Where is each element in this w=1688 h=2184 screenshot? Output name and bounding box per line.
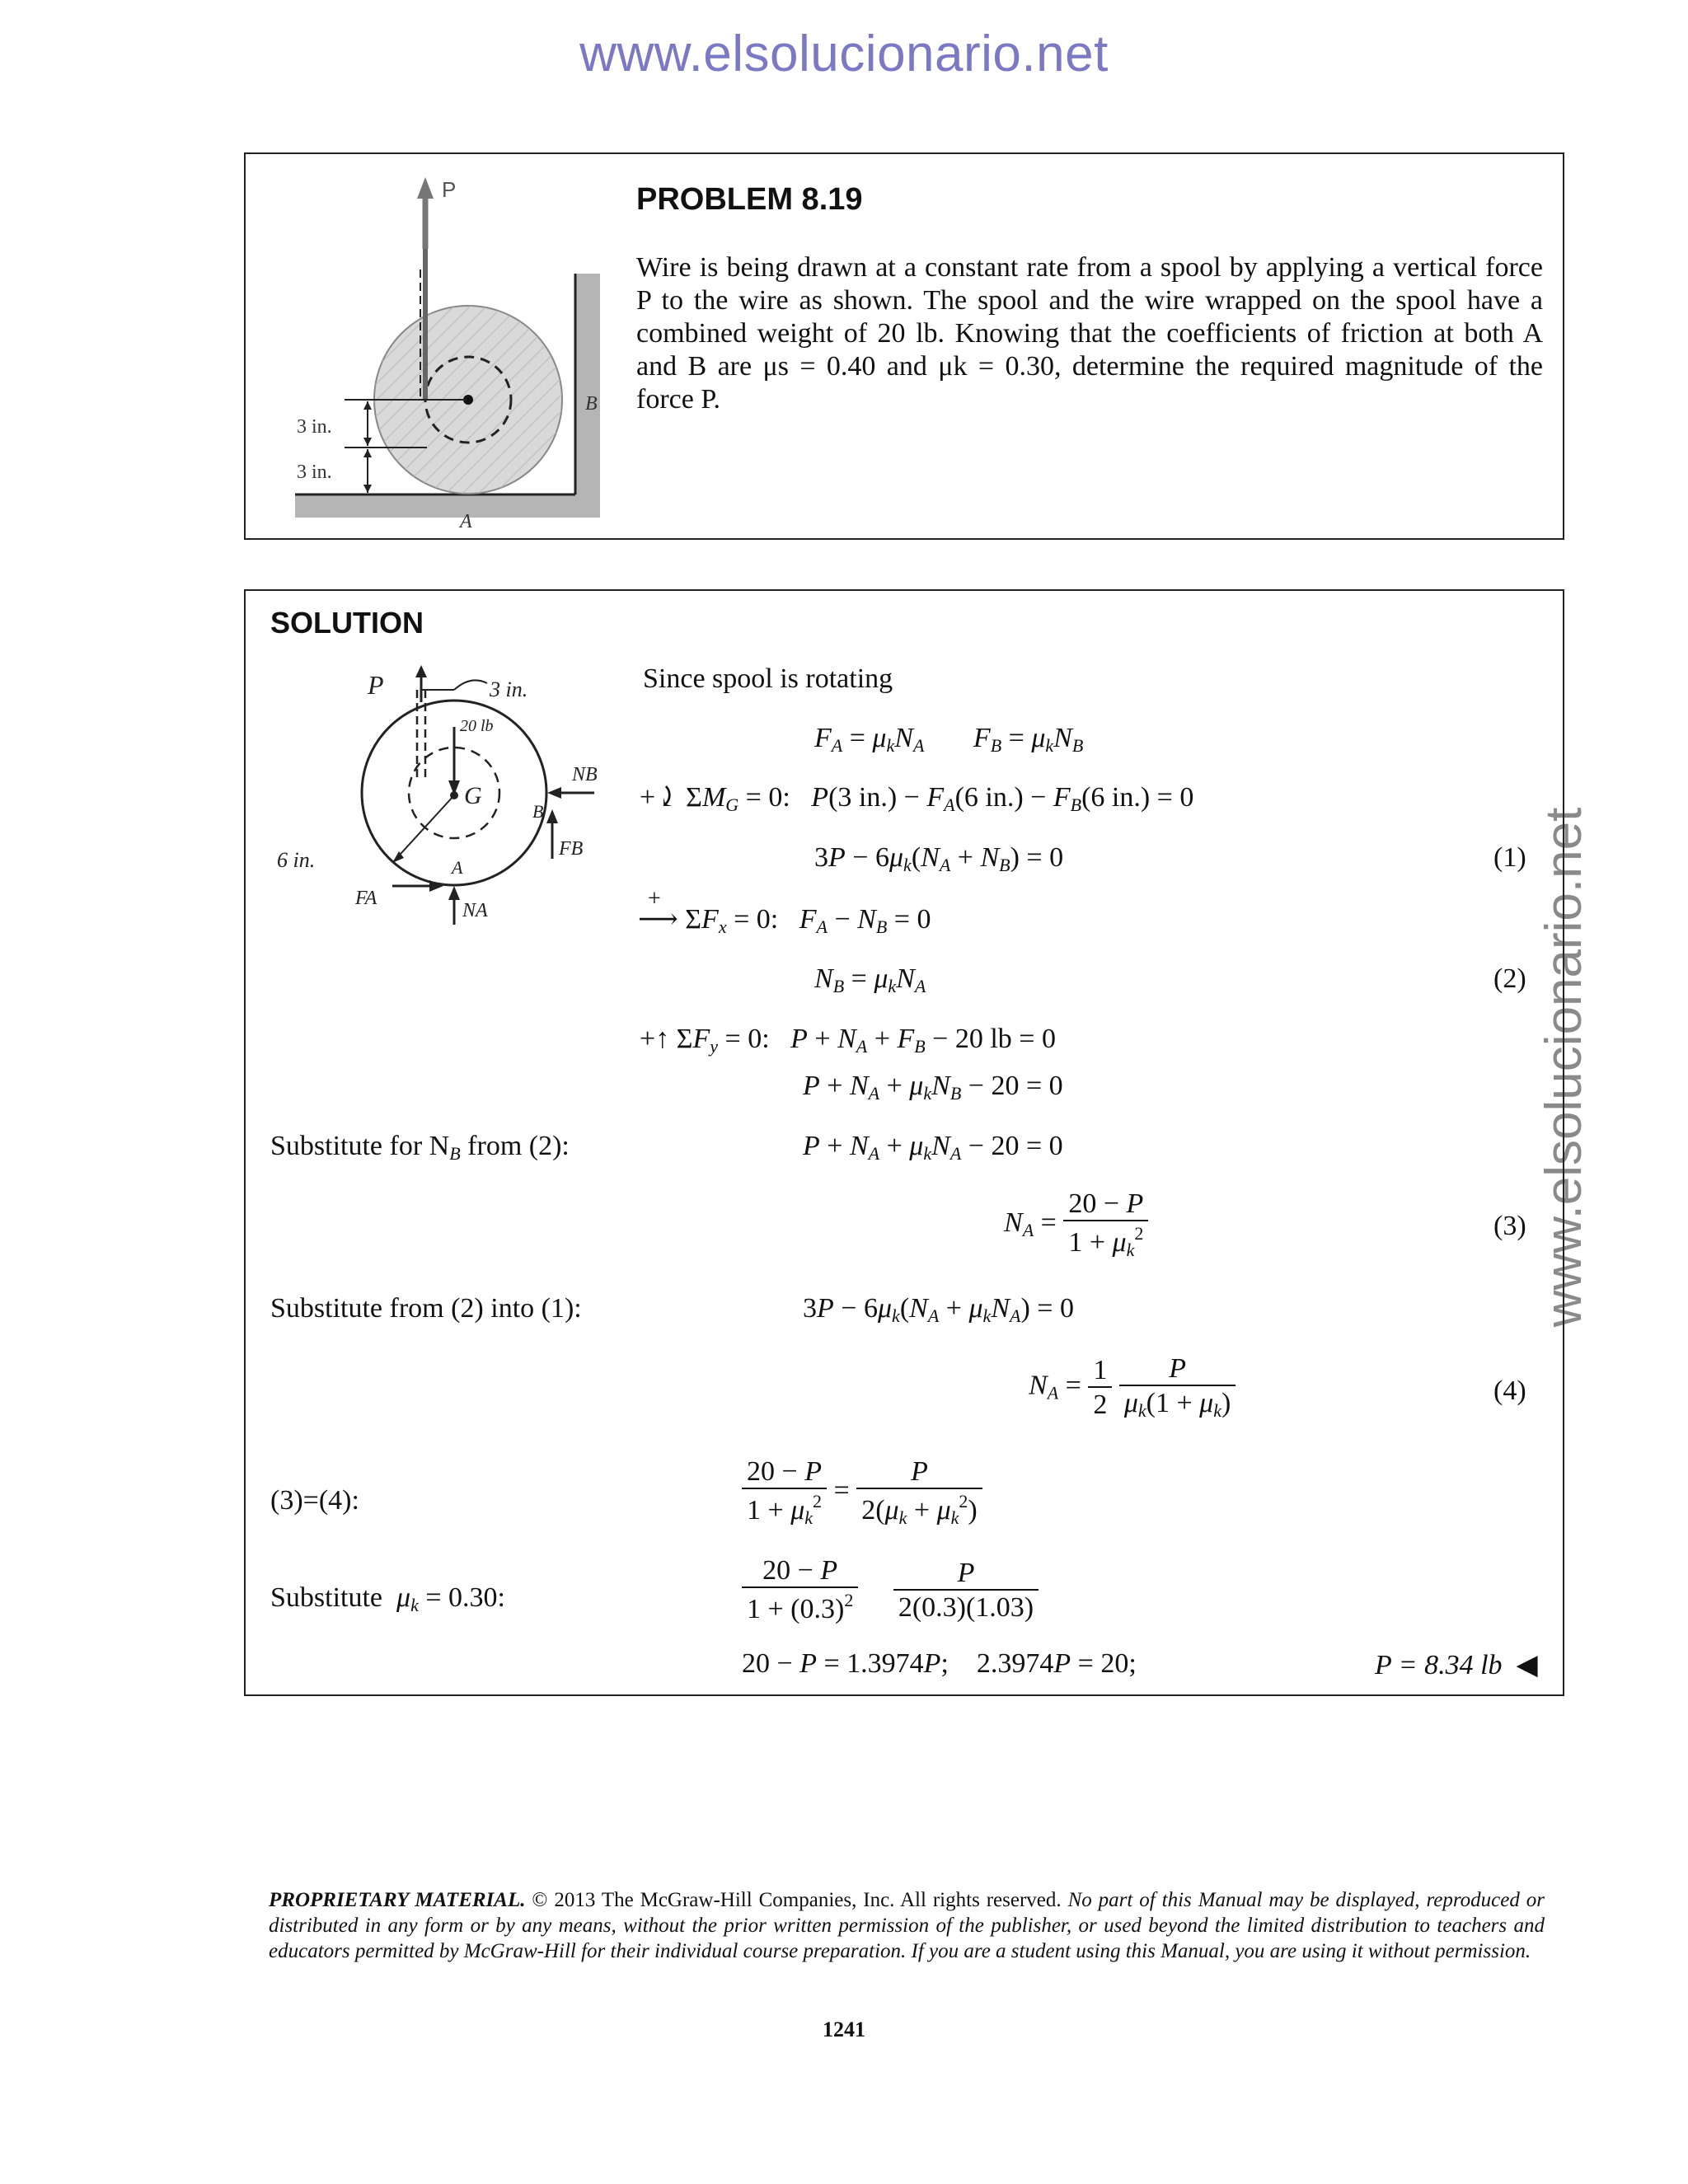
problem-box [244,152,1564,540]
figure-label-a: A [460,511,472,532]
eq-4: $N_A$ = $\frac{1}{2}$ $\frac{P}{\mu_k(1 + \mu_k)}$ [1029,1353,1236,1422]
solution-title: SOLUTION [270,606,424,640]
fbd-fb: FB [559,838,584,860]
figure-label-b: B [585,393,598,415]
fbd-fa: FA [355,888,377,909]
label-substitute-mu-text: Substitute [270,1582,383,1613]
fbd-na: NA [462,900,488,921]
eq-number-2: (2) [1493,963,1526,994]
eq-moment: +⤸ $\Sigma M_G = 0$: P(3 $in.) - F_A(6$ $in.) - F_B(6$ in.) = 0 [640,782,1194,815]
eq-1: $3P - 6\mu_k(N_A + N_B) = 0$ [814,842,1064,875]
fbd-radius: 6 in. [277,848,316,872]
watermark-top: www.elsolucionario.net [579,26,1109,82]
fbd-g: G [464,782,482,809]
figure-dim-upper: 3 in. [297,416,332,438]
eq-sub-nb: $P + N_A + \mu_kN_A - 20 = 0$ [803,1131,1063,1164]
solution-intro: Since spool is rotating [643,663,893,694]
eq-sum-fy: +↑ $\Sigma F_y = 0$: $P + N_A + F_B - 20$ lb = 0 [640,1024,1056,1057]
label-substitute-mu: Substitute $\mu_k = 0.30$: [270,1582,505,1615]
label-substitute-nb-tail: from (2): [460,1131,570,1161]
eq-sum-fy-2: $P + N_A + \mu_kN_B - 20 = 0$ [803,1071,1063,1104]
answer: P = 8.34 lb ◀ [1375,1650,1538,1680]
answer-text: P = 8.34 lb [1375,1650,1503,1680]
footer-notice [269,1887,1545,1964]
eq-sub-2-into-1: $3P - 6\mu_k(N_A + \mu_kN_A) = 0$ [803,1293,1074,1326]
footer-copyright: © 2013 The McGraw-Hill Companies, Inc. All rights reserved. [532,1889,1062,1911]
problem-title: PROBLEM 8.19 [636,182,863,217]
free-body-diagram [269,665,615,929]
eq-number-4: (4) [1493,1376,1526,1406]
eq-3: $N_A$ = $\frac{20 - P}{1 + \mu_k^2}$ [1004,1188,1148,1261]
eq-sub-mu: $\frac{20 - P}{1 + (0.3)^2}$ $\frac{P}{2(0.3)(1.03)}$ [742,1555,1039,1625]
footer-lead: PROPRIETARY MATERIAL. [269,1889,526,1911]
figure-dim-lower: 3 in. [297,462,332,483]
page-number: 1241 [823,2018,865,2041]
eq-34: $\frac{20 - P}{1 + \mu_k^2}$ = $\frac{P}{2(\mu_k + \mu_k^2)}$ [742,1456,982,1529]
fbd-b: B [532,801,544,822]
solution-box [244,589,1564,1696]
problem-statement: Wire is being drawn at a constant rate from a spool by applying a vertical force P to the wire as shown. The spool and the wire wrapped on the spool have a combined weight of 20 lb. Knowing that the coefficients of friction at both A and B are μs = 0.40 and μk = 0.30, determine the required magnitude of the force P. [636,252,1543,415]
watermark-side: www.elsolucionario.net [1536,807,1592,1328]
label-substitute-nb-text: Substitute for N [270,1131,450,1161]
eq-final: 20 − P = 1.3974P; 2.3974P = 20; [742,1648,1137,1679]
fbd-p: P [368,670,384,700]
spool-figure [279,171,608,533]
fbd-weight: 20 lb [460,717,494,735]
label-substitute-2-into-1: Substitute from (2) into (1): [270,1293,582,1324]
fbd-dim: 3 in. [490,677,528,701]
fbd-a: A [452,857,463,878]
eq-2: $N_B = \mu_kN_A$ [814,963,926,996]
label-eq34: (3)=(4): [270,1485,359,1516]
fbd-nb: NB [572,764,598,785]
eq-friction: $F_A = \mu_kN_A$ $F_B = \mu_kN_B$ [814,723,1084,756]
label-substitute-nb: Substitute for $N_B$ from (2): [270,1131,570,1164]
footer-text: No part of this Manual may be displayed, reproduced or distributed in any form or by any means, without the prior written permission of the publisher, or used beyond the limited distribution to teachers and educators permitted by McGraw-Hill for their individual course preparation. If you are a student using this Manual, you are using it without permission. [269,1889,1545,1962]
eq-sum-fx: + ⟶ $\Sigma F_x = 0$: $F_A - N_B = 0$ [638,886,931,937]
eq-number-3: (3) [1493,1211,1526,1241]
eq-number-1: (1) [1493,842,1526,873]
figure-label-p: P [442,177,457,202]
